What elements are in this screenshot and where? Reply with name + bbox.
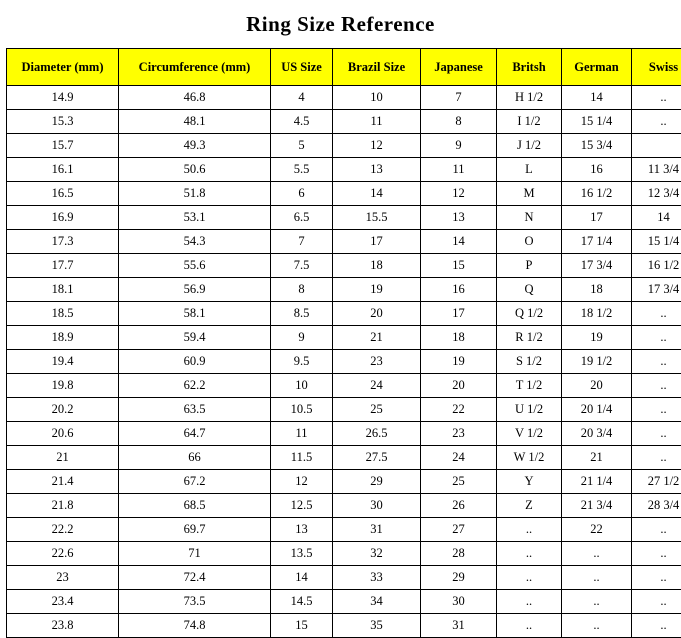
table-cell: 54.3: [119, 230, 271, 254]
table-cell: 14.9: [7, 86, 119, 110]
table-cell: S 1/2: [497, 350, 562, 374]
table-cell: N: [497, 206, 562, 230]
table-cell: 12: [421, 182, 497, 206]
table-cell: 17 1/4: [562, 230, 632, 254]
table-cell: 26.5: [333, 422, 421, 446]
table-cell: ..: [497, 590, 562, 614]
table-body: [7, 86, 681, 638]
table-cell: 58.1: [119, 302, 271, 326]
table-row: [7, 182, 681, 206]
table-cell: 55.6: [119, 254, 271, 278]
table-cell: 24: [421, 446, 497, 470]
table-cell: 27 1/2: [632, 470, 681, 494]
table-cell: 10: [333, 86, 421, 110]
table-cell: 30: [421, 590, 497, 614]
table-cell: L: [497, 158, 562, 182]
table-cell: 72.4: [119, 566, 271, 590]
table-cell: 24: [333, 374, 421, 398]
table-cell: ..: [632, 374, 681, 398]
table-cell: 17 3/4: [562, 254, 632, 278]
table-cell: 13: [421, 206, 497, 230]
table-cell: 4.5: [271, 110, 333, 134]
table-cell: 71: [119, 542, 271, 566]
table-row: [7, 254, 681, 278]
table-cell: M: [497, 182, 562, 206]
table-cell: 21: [562, 446, 632, 470]
table-cell: 20: [421, 374, 497, 398]
table-cell: 22.6: [7, 542, 119, 566]
table-row: [7, 566, 681, 590]
table-cell: 21: [7, 446, 119, 470]
table-cell: 16: [421, 278, 497, 302]
table-cell: 21: [333, 326, 421, 350]
table-cell: 7: [271, 230, 333, 254]
table-cell: U 1/2: [497, 398, 562, 422]
table-cell: 12.5: [271, 494, 333, 518]
table-cell: 18: [562, 278, 632, 302]
table-cell: 48.1: [119, 110, 271, 134]
table-cell: 63.5: [119, 398, 271, 422]
table-cell: 29: [421, 566, 497, 590]
table-cell: 17: [333, 230, 421, 254]
table-cell: 19.8: [7, 374, 119, 398]
table-cell: ..: [497, 566, 562, 590]
table-cell: 8: [271, 278, 333, 302]
table-cell: ..: [632, 518, 681, 542]
column-header-brazil-size: Brazil Size: [333, 49, 421, 86]
table-cell: 17 3/4: [632, 278, 681, 302]
table-cell: 23.4: [7, 590, 119, 614]
table-cell: ..: [632, 86, 681, 110]
table-cell: ..: [497, 518, 562, 542]
table-cell: ..: [632, 326, 681, 350]
table-cell: H 1/2: [497, 86, 562, 110]
table-cell: 49.3: [119, 134, 271, 158]
table-cell: 27: [421, 518, 497, 542]
table-row: [7, 134, 681, 158]
table-cell: 19: [421, 350, 497, 374]
table-cell: V 1/2: [497, 422, 562, 446]
table-cell: 17: [562, 206, 632, 230]
table-cell: ..: [562, 614, 632, 638]
table-cell: 11: [421, 158, 497, 182]
table-cell: Q 1/2: [497, 302, 562, 326]
table-row: [7, 518, 681, 542]
table-cell: 15 1/4: [562, 110, 632, 134]
table-cell: 8: [421, 110, 497, 134]
table-cell: 69.7: [119, 518, 271, 542]
table-cell: 17: [421, 302, 497, 326]
table-row: [7, 542, 681, 566]
table-cell: 20: [562, 374, 632, 398]
table-cell: J 1/2: [497, 134, 562, 158]
table-cell: 31: [421, 614, 497, 638]
table-cell: 31: [333, 518, 421, 542]
table-cell: ..: [632, 302, 681, 326]
table-row: [7, 398, 681, 422]
table-cell: 20.6: [7, 422, 119, 446]
table-cell: 6: [271, 182, 333, 206]
column-header-us-size: US Size: [271, 49, 333, 86]
table-cell: 20: [333, 302, 421, 326]
table-cell: ..: [632, 110, 681, 134]
table-cell: W 1/2: [497, 446, 562, 470]
table-cell: 12: [333, 134, 421, 158]
table-cell: 50.6: [119, 158, 271, 182]
table-cell: 15: [421, 254, 497, 278]
table-row: [7, 230, 681, 254]
table-cell: 5.5: [271, 158, 333, 182]
table-cell: 21 3/4: [562, 494, 632, 518]
table-cell: 19: [333, 278, 421, 302]
table-cell: I 1/2: [497, 110, 562, 134]
table-cell: 34: [333, 590, 421, 614]
table-cell: Z: [497, 494, 562, 518]
table-cell: ..: [497, 542, 562, 566]
table-cell: 51.8: [119, 182, 271, 206]
table-cell: ..: [632, 446, 681, 470]
table-cell: 19.4: [7, 350, 119, 374]
table-cell: ..: [632, 566, 681, 590]
table-cell: 7: [421, 86, 497, 110]
table-cell: 33: [333, 566, 421, 590]
table-cell: 16: [562, 158, 632, 182]
table-cell: 23.8: [7, 614, 119, 638]
column-header-british: Britsh: [497, 49, 562, 86]
table-cell: 6.5: [271, 206, 333, 230]
table-cell: 16 1/2: [632, 254, 681, 278]
column-header-diameter: Diameter (mm): [7, 49, 119, 86]
table-cell: 66: [119, 446, 271, 470]
table-cell: 21.4: [7, 470, 119, 494]
table-cell: 32: [333, 542, 421, 566]
table-row: [7, 374, 681, 398]
table-header-row: [7, 49, 681, 86]
table-cell: 4: [271, 86, 333, 110]
table-cell: 18.1: [7, 278, 119, 302]
table-cell: 13.5: [271, 542, 333, 566]
table-cell: 14: [562, 86, 632, 110]
table-row: [7, 158, 681, 182]
table-cell: 20 1/4: [562, 398, 632, 422]
table-cell: 19 1/2: [562, 350, 632, 374]
table-cell: ..: [632, 422, 681, 446]
table-cell: 16.9: [7, 206, 119, 230]
table-row: [7, 614, 681, 638]
table-cell: R 1/2: [497, 326, 562, 350]
column-header-german: German: [562, 49, 632, 86]
table-cell: Y: [497, 470, 562, 494]
table-cell: 64.7: [119, 422, 271, 446]
table-cell: 14: [632, 206, 681, 230]
column-header-swiss: Swiss: [632, 49, 681, 86]
table-cell: 8.5: [271, 302, 333, 326]
table-row: [7, 494, 681, 518]
table-cell: 18 1/2: [562, 302, 632, 326]
table-row: [7, 326, 681, 350]
table-cell: 23: [421, 422, 497, 446]
table-cell: 17.7: [7, 254, 119, 278]
table-cell: 11.5: [271, 446, 333, 470]
table-cell: 30: [333, 494, 421, 518]
table-cell: 23: [333, 350, 421, 374]
table-cell: 10.5: [271, 398, 333, 422]
table-cell: 11: [333, 110, 421, 134]
table-row: [7, 278, 681, 302]
table-cell: 14: [271, 566, 333, 590]
table-cell: 13: [333, 158, 421, 182]
table-cell: 56.9: [119, 278, 271, 302]
table-cell: ..: [632, 590, 681, 614]
table-cell: 17.3: [7, 230, 119, 254]
table-row: [7, 446, 681, 470]
table-cell: 15.3: [7, 110, 119, 134]
table-cell: 25: [421, 470, 497, 494]
table-cell: 16.1: [7, 158, 119, 182]
table-cell: 18: [333, 254, 421, 278]
table-cell: 15 3/4: [562, 134, 632, 158]
table-cell: 26: [421, 494, 497, 518]
table-cell: 9.5: [271, 350, 333, 374]
table-cell: T 1/2: [497, 374, 562, 398]
table-cell: 18.5: [7, 302, 119, 326]
table-cell: O: [497, 230, 562, 254]
table-cell: 46.8: [119, 86, 271, 110]
table-cell: 28 3/4: [632, 494, 681, 518]
table-cell: 14.5: [271, 590, 333, 614]
table-cell: 16.5: [7, 182, 119, 206]
table-cell: 13: [271, 518, 333, 542]
table-cell: 10: [271, 374, 333, 398]
column-header-japanese: Japanese: [421, 49, 497, 86]
table-row: [7, 206, 681, 230]
column-header-circumference: Circumference (mm): [119, 49, 271, 86]
table-cell: ..: [632, 398, 681, 422]
table-cell: ..: [562, 542, 632, 566]
table-cell: 62.2: [119, 374, 271, 398]
table-cell: 22: [421, 398, 497, 422]
table-cell: 18.9: [7, 326, 119, 350]
table-cell: 5: [271, 134, 333, 158]
table-row: [7, 110, 681, 134]
table-cell: 20 3/4: [562, 422, 632, 446]
table-cell: 16 1/2: [562, 182, 632, 206]
table-cell: 35: [333, 614, 421, 638]
table-cell: 67.2: [119, 470, 271, 494]
table-cell: 21.8: [7, 494, 119, 518]
table-cell: 15.5: [333, 206, 421, 230]
table-cell: 12: [271, 470, 333, 494]
table-row: [7, 302, 681, 326]
table-cell: 25: [333, 398, 421, 422]
table-cell: 22.2: [7, 518, 119, 542]
table-cell: 9: [271, 326, 333, 350]
table-cell: [632, 134, 681, 158]
table-cell: 15: [271, 614, 333, 638]
table-cell: 11: [271, 422, 333, 446]
page-title: Ring Size Reference: [6, 0, 675, 48]
table-cell: 59.4: [119, 326, 271, 350]
table-cell: 12 3/4: [632, 182, 681, 206]
table-cell: Q: [497, 278, 562, 302]
table-cell: 20.2: [7, 398, 119, 422]
table-cell: ..: [632, 614, 681, 638]
table-cell: 23: [7, 566, 119, 590]
table-cell: ..: [632, 542, 681, 566]
table-cell: 18: [421, 326, 497, 350]
table-cell: 9: [421, 134, 497, 158]
table-cell: 68.5: [119, 494, 271, 518]
table-cell: 27.5: [333, 446, 421, 470]
table-row: [7, 350, 681, 374]
table-cell: ..: [562, 566, 632, 590]
table-row: [7, 422, 681, 446]
table-cell: 11 3/4: [632, 158, 681, 182]
table-cell: 60.9: [119, 350, 271, 374]
table-cell: 21 1/4: [562, 470, 632, 494]
table-cell: ..: [632, 350, 681, 374]
table-cell: 15 1/4: [632, 230, 681, 254]
table-cell: 22: [562, 518, 632, 542]
table-cell: ..: [562, 590, 632, 614]
table-cell: 19: [562, 326, 632, 350]
table-row: [7, 470, 681, 494]
table-cell: ..: [497, 614, 562, 638]
table-row: [7, 590, 681, 614]
table-cell: 73.5: [119, 590, 271, 614]
table-cell: 15.7: [7, 134, 119, 158]
table-cell: 14: [333, 182, 421, 206]
table-cell: 14: [421, 230, 497, 254]
table-cell: 29: [333, 470, 421, 494]
table-cell: 28: [421, 542, 497, 566]
table-cell: P: [497, 254, 562, 278]
table-cell: 7.5: [271, 254, 333, 278]
table-row: [7, 86, 681, 110]
table-cell: 53.1: [119, 206, 271, 230]
ring-size-table: [6, 48, 681, 638]
table-cell: 74.8: [119, 614, 271, 638]
